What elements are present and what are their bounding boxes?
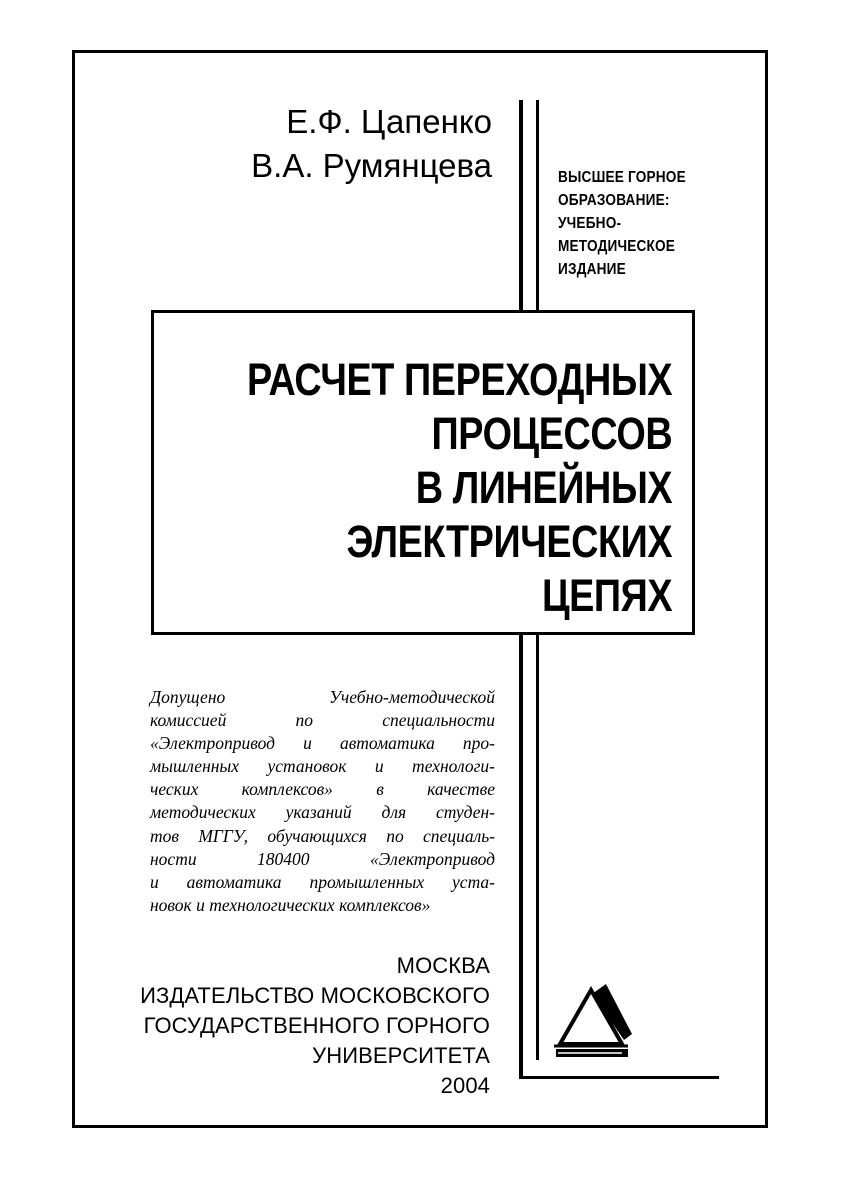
bottom-rule	[519, 1076, 719, 1079]
publication-year: 2004	[440, 1073, 490, 1098]
author-2: В.А. Румянцева	[251, 147, 492, 184]
series-line-1: ВЫСШЕЕ ГОРНОЕ	[558, 169, 686, 186]
title-line-5: ЦЕПЯХ	[541, 570, 672, 621]
publisher-block	[140, 951, 490, 1101]
approval-line-5: ческих комплексов» в качестве	[150, 779, 495, 800]
authors	[251, 100, 492, 188]
series-line-5: ИЗДАНИЕ	[558, 261, 626, 278]
approval-line-8: ности 180400 «Электропривод	[150, 848, 495, 869]
author-1: Е.Ф. Цапенко	[286, 103, 492, 140]
publisher-line-3: УНИВЕРСИТЕТА	[312, 1043, 490, 1068]
vertical-rule-left-top	[519, 100, 523, 312]
publisher-city: МОСКВА	[396, 953, 490, 978]
approval-line-9: и автоматика промышленных уста-	[150, 871, 495, 892]
title-line-4: ЭЛЕКТРИЧЕСКИХ	[346, 516, 672, 567]
series-line-2: ОБРАЗОВАНИЕ:	[558, 192, 670, 209]
approval-note	[150, 686, 495, 917]
publisher-line-1: ИЗДАТЕЛЬСТВО МОСКОВСКОГО	[140, 983, 490, 1008]
approval-line-3: «Электропривод и автоматика про-	[150, 733, 495, 754]
title-line-2: ПРОЦЕССОВ	[431, 408, 672, 459]
approval-line-4: мышленных установок и технологи-	[150, 756, 495, 777]
approval-line-2: комиссией по специальности	[150, 710, 495, 731]
title-line-1: РАСЧЕТ ПЕРЕХОДНЫХ	[246, 354, 672, 405]
book-title	[247, 353, 672, 623]
vertical-rule-right-top	[536, 100, 539, 312]
vertical-rule-right-bottom	[536, 633, 539, 1060]
publisher-logo-icon	[548, 980, 638, 1062]
series-label	[558, 166, 686, 281]
title-box	[151, 310, 695, 635]
approval-line-6: методических указаний для студен-	[150, 802, 495, 823]
approval-line-7: тов МГГУ, обучающихся по специаль-	[150, 825, 495, 846]
title-line-3: В ЛИНЕЙНЫХ	[415, 462, 672, 513]
publisher-line-2: ГОСУДАРСТВЕННОГО ГОРНОГО	[143, 1013, 490, 1038]
approval-line-10: новок и технологических комплексов»	[150, 894, 431, 915]
series-line-3: УЧЕБНО-	[558, 215, 622, 232]
vertical-rule-left-bottom	[519, 633, 523, 1078]
approval-line-1: Допущено Учебно-методической	[150, 687, 495, 707]
series-line-4: МЕТОДИЧЕСКОЕ	[558, 238, 676, 255]
